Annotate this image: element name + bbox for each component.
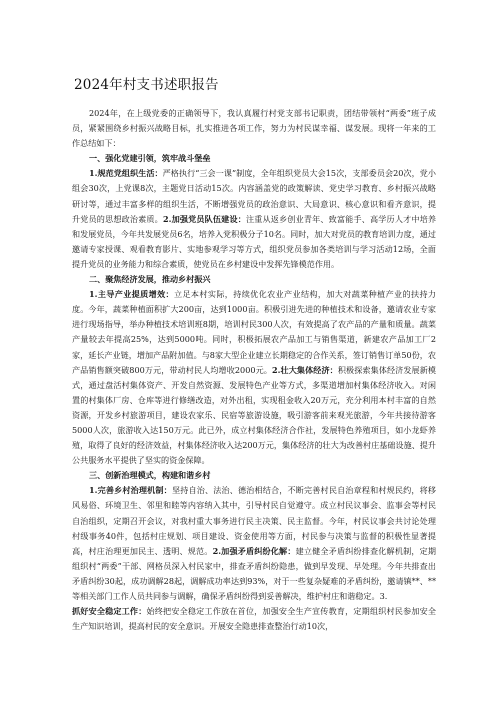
paragraph-lead: 2.加强矛盾纠纷化解： bbox=[212, 545, 296, 556]
section-4 bbox=[72, 604, 436, 634]
paragraph-text: 建立健全矛盾纠纷排查化解机制，定期组织村“两委”干部、网格员深入村民家中，排查矛盾纠纷隐患，做到早发现、早处理。今年共排查出矛盾纠纷30起，成功调解28起，调解成功率达到93%，对于一些复杂疑难的矛盾纠纷，邀请镇**、**等相关部门工作人员共同参与调解，确保矛盾纠纷得到妥善解决，维护村庄和谐稳定。3. bbox=[72, 545, 436, 601]
paragraph-lead: 抓好安全稳定工作： bbox=[72, 606, 147, 617]
paragraph-text: 坚持自治、法治、德治相结合，不断完善村民自治章程和村规民约，将移风易俗、环境卫生、邻里和睦等内容纳入其中，引导村民自觉遵守。成立村民议事会、监事会等村民自治组织，定期召开会议，对我村重大事务进行民主决策、民主监督。今年，村民议事会共讨论处理村级事务40件，包括村庄规划、项目建设、资金使用等方面，村民参与决策与监督的积极性显著提高，村庄治理更加民主、透明、规范。 bbox=[72, 485, 436, 556]
paragraph-text: 积极探索集体经济发展新模式，通过盘活村集体资产、开发自然资源、发展特色产业等方式，多渠道增加村集体经济收入。对闲置的村集体厂房、仓库等进行修缮改造，对外出租，实现租金收入20万元，充分利用本村丰富的自然资源，开发乡村旅游项目，建设农家乐、民宿等旅游设施，吸引游客前来观光旅游，今年共接待游客5000人次，旅游收入达150万元。此已外，成立村集体经济合作社，发展特色养殖项目，如小龙虾养殖，取得了良好的经济效益，村集体经济收入达200万元，集体经济的壮大为改善村庄基础设施、提升公共服务水平提供了坚实的资金保障。 bbox=[72, 364, 436, 466]
paragraph-lead: 1.规范党组织生活： bbox=[89, 168, 163, 179]
section-2 bbox=[72, 272, 436, 468]
section-1 bbox=[72, 151, 436, 272]
section-heading: 二、聚焦经济发展，推动乡村振兴 bbox=[89, 274, 211, 285]
section-heading: 三、创新治理模式，构建和谐乡村 bbox=[89, 470, 211, 481]
paragraph-text: 立足本村实际，持续优化农业产业结构，加大对蔬菜种植产业的扶持力度。今年，蔬菜种植面积扩大200亩，达到1000亩。积极引进先进的种植技术和设备，邀请农业专家进行现场指导，举办种植技术培训班8期，培训村民300人次，有效提高了农产品的产量和质量。蔬菜产量较去年提高25%，达到5000吨。同时，积极拓展农产品加工与销售渠道，新建农产品加工厂2家，延长产业链，增加产品附加值。与8家大型企业建立长期稳定的合作关系，签订销售订单50份，农产品销售额突破800万元，带动村民人均增收2000元。 bbox=[72, 289, 436, 375]
section-heading: 一、强化党建引领，筑牢战斗堡垒 bbox=[89, 153, 211, 164]
paragraph-text: 严格执行“三会一课”制度，全年组织党员大会15次，支部委员会20次，党小组会30次，上党课8次，主题党日活动15次。内容涵盖党的政策解读、党史学习教育、乡村振兴战略研讨等，通过丰富多样的组织生活，不断增强党员的政治意识、大局意识、核心意识和看齐意识，提升党员的思想政治素质。 bbox=[72, 168, 436, 224]
paragraph-text: 始终把安全稳定工作放在首位，加强安全生产宣传教育，定期组织村民参加安全生产知识培训，提高村民的安全意识。开展安全隐患排查整治行动10次， bbox=[72, 606, 436, 632]
section-paragraph bbox=[72, 483, 436, 604]
paragraph-text: 注重从返乡创业青年、致富能手、高学历人才中培养和发展党员，今年共发展党员6名，培养入党积极分子10名。同时，加大对党员的教育培训力度，通过邀请专家授课、观看教育影片、实地参观学习等方式，组织党员参加各类培训与学习活动12场，全面提升党员的业务能力和综合素质，使党员在乡村建设中发挥先锋模范作用。 bbox=[72, 213, 436, 269]
section-paragraph bbox=[72, 166, 436, 272]
section-3 bbox=[72, 468, 436, 604]
paragraph-lead: 2.壮大集体经济： bbox=[271, 364, 338, 375]
paragraph-lead: 1.完善乡村治理机制： bbox=[89, 485, 172, 496]
section-paragraph bbox=[72, 604, 436, 634]
paragraph-lead: 2.加强党员队伍建设： bbox=[162, 213, 246, 224]
paragraph-lead: 1.主导产业提质增效： bbox=[89, 289, 174, 300]
section-paragraph bbox=[72, 287, 436, 468]
intro-paragraph: 2024年，在上级党委的正确领导下，我认真履行村党支部书记职责，团结带领村“两委”班子成员，紧紧围绕乡村振兴战略目标，扎实推进各项工作，努力为村民谋幸福、谋发展。现将一年来的工作总结如下： bbox=[72, 108, 436, 149]
document-title: 2024年村支书述职报告 bbox=[74, 77, 219, 93]
